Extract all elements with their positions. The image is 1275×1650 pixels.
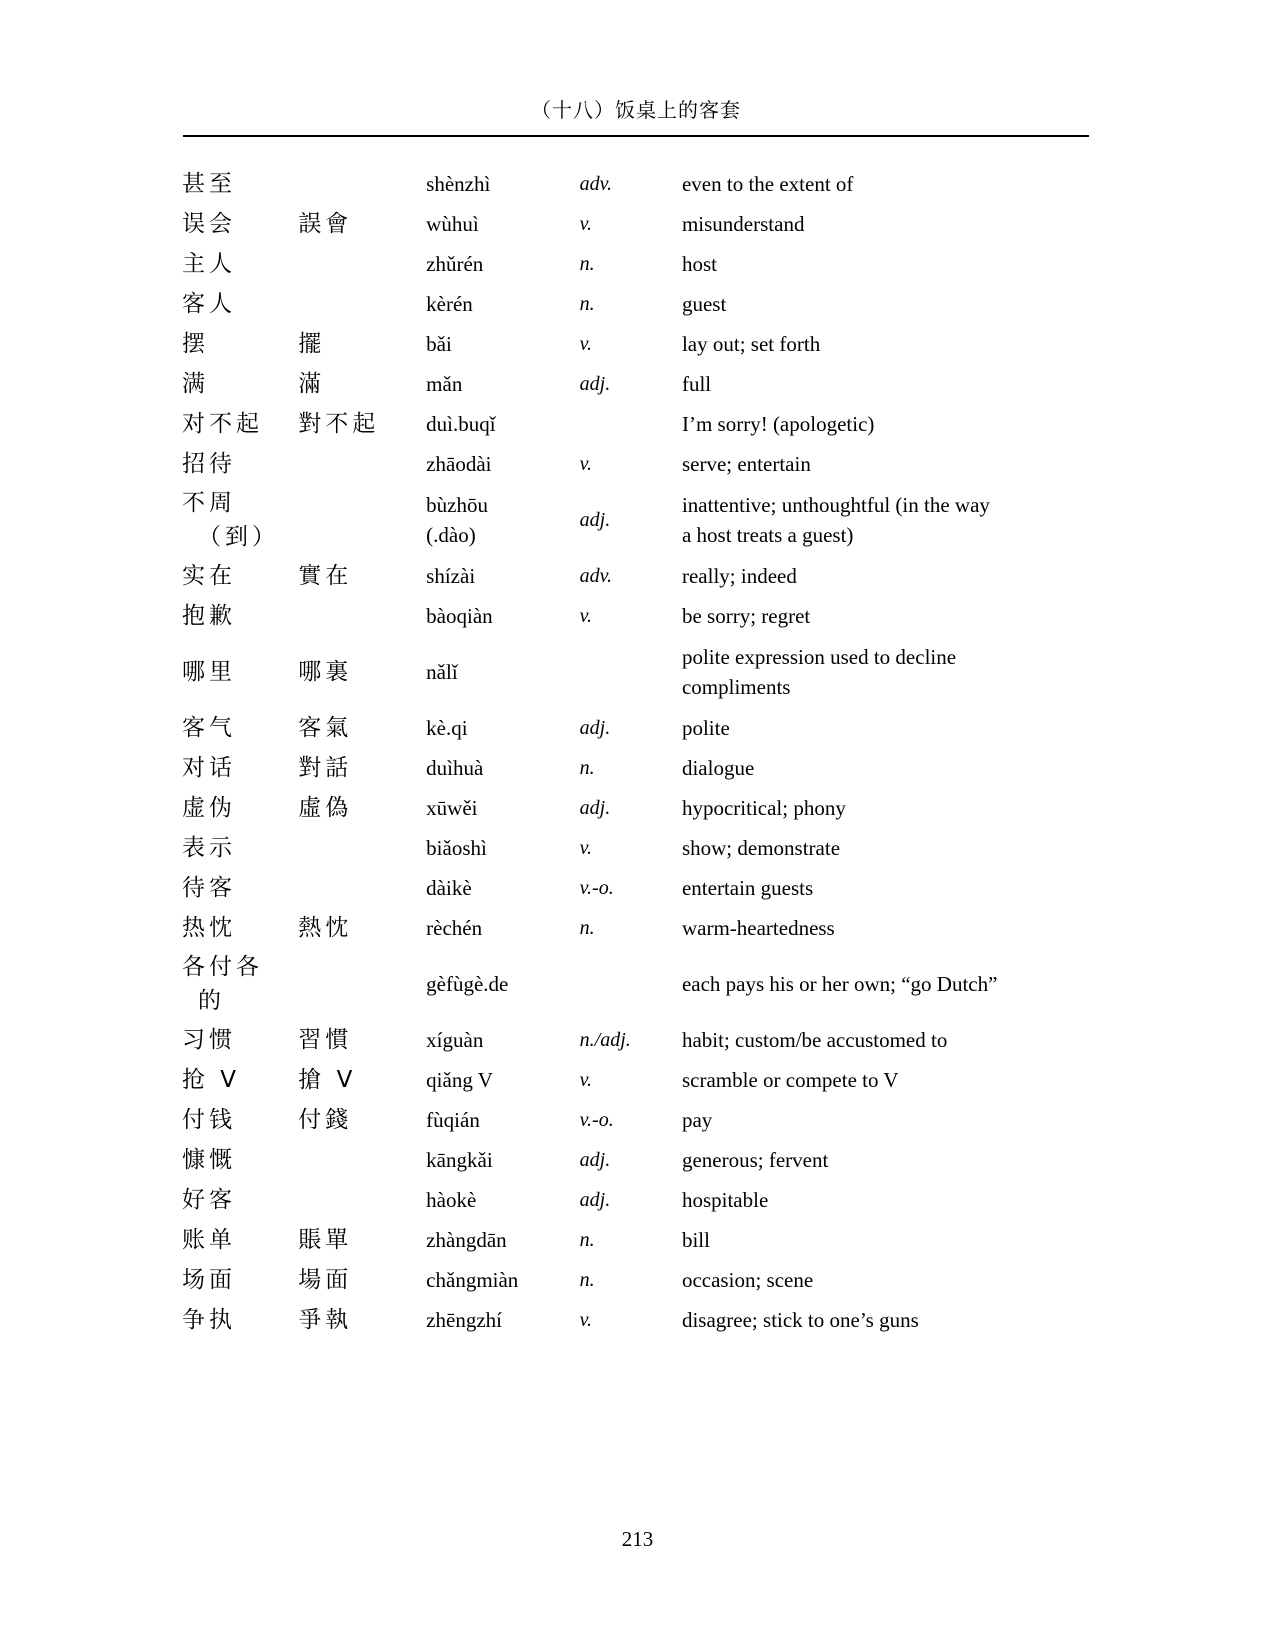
simplified-form — [182, 484, 298, 556]
traditional-form — [298, 948, 426, 1020]
pinyin: zhāodài — [426, 452, 492, 476]
english-definition: dialogue — [681, 756, 755, 780]
pinyin: shízài — [426, 564, 476, 588]
traditional-form: 滿 — [298, 371, 326, 397]
pinyin: kè.qi — [426, 716, 468, 740]
part-of-speech: n. — [579, 917, 595, 939]
traditional-form: 對不起 — [298, 411, 380, 437]
vocabulary-row — [182, 1020, 1182, 1060]
traditional-form — [298, 1140, 426, 1180]
traditional-form: 客氣 — [298, 715, 353, 741]
english-definition: generous; fervent — [681, 1148, 829, 1172]
page-number: 213 — [621, 1527, 654, 1551]
english-definition: bill — [681, 1228, 710, 1252]
pinyin: bàoqiàn — [426, 604, 493, 628]
pinyin: hàokè — [426, 1188, 477, 1212]
simplified-form: 对不起 — [182, 411, 263, 437]
simplified-form: 客人 — [182, 291, 236, 317]
pinyin: duìhuà — [426, 756, 484, 780]
english-definition-line2: compliments — [681, 675, 791, 699]
pinyin: xíguàn — [426, 1028, 484, 1052]
traditional-form: 哪裏 — [298, 659, 353, 685]
simplified-form: 对话 — [182, 755, 236, 781]
simplified-form-line2: 的 — [198, 988, 225, 1014]
part-of-speech: adj. — [579, 717, 611, 739]
simplified-form: 场面 — [182, 1267, 236, 1293]
traditional-form: 對話 — [298, 755, 353, 781]
part-of-speech: v. — [579, 1069, 593, 1091]
english-definition: polite — [681, 716, 730, 740]
vocabulary-row — [182, 1300, 1182, 1340]
english-definition: serve; entertain — [681, 452, 811, 476]
simplified-form: 摆 — [182, 331, 209, 357]
traditional-form: 搶 V — [298, 1067, 357, 1093]
simplified-form: 客气 — [182, 715, 236, 741]
english-definition: habit; custom/be accustomed to — [681, 1028, 948, 1052]
part-of-speech: adj. — [579, 797, 611, 819]
part-of-speech: v. — [579, 333, 593, 355]
simplified-form: 争执 — [182, 1307, 236, 1333]
part-of-speech — [580, 948, 682, 1020]
traditional-form: 實在 — [298, 563, 353, 589]
part-of-speech: v. — [579, 1309, 593, 1331]
simplified-form: 付钱 — [182, 1107, 236, 1133]
pinyin: rèchén — [426, 916, 483, 940]
simplified-form-line1: 各付各 — [182, 954, 263, 980]
part-of-speech: adj. — [579, 1149, 611, 1171]
vocabulary-row — [182, 244, 1182, 284]
simplified-form — [182, 948, 298, 1020]
part-of-speech: n. — [579, 757, 595, 779]
part-of-speech: v. — [579, 837, 593, 859]
english-definition: disagree; stick to one’s guns — [681, 1308, 919, 1332]
traditional-form: 擺 — [298, 331, 326, 357]
english-definition: misunderstand — [681, 212, 805, 236]
traditional-form — [298, 244, 426, 284]
traditional-form: 場面 — [298, 1267, 353, 1293]
part-of-speech: n. — [579, 293, 595, 315]
simplified-form: 好客 — [182, 1187, 236, 1213]
pinyin: kèrén — [426, 292, 473, 316]
simplified-form: 待客 — [182, 875, 236, 901]
simplified-form: 哪里 — [182, 659, 236, 685]
vocabulary-row — [182, 636, 1182, 708]
traditional-form: 虛偽 — [298, 795, 353, 821]
english-definition: scramble or compete to V — [681, 1068, 899, 1092]
vocabulary-row — [182, 596, 1182, 636]
part-of-speech — [580, 404, 682, 444]
part-of-speech: n. — [579, 1229, 595, 1251]
english-definition: hypocritical; phony — [681, 796, 846, 820]
vocabulary-row — [182, 1260, 1182, 1300]
pinyin: gèfùgè.de — [426, 972, 509, 996]
pinyin: duì.buqǐ — [426, 412, 496, 436]
pinyin: fùqián — [426, 1108, 480, 1132]
english-definition: full — [681, 372, 712, 396]
english-definition: I’m sorry! (apologetic) — [681, 412, 875, 436]
pinyin: kāngkǎi — [426, 1148, 493, 1172]
traditional-form — [298, 1180, 426, 1220]
vocabulary-row — [182, 828, 1182, 868]
english-definition: show; demonstrate — [681, 836, 841, 860]
simplified-form: 抱歉 — [182, 603, 236, 629]
english-definition: pay — [681, 1108, 713, 1132]
pinyin: bǎi — [426, 332, 452, 356]
simplified-form: 热忱 — [182, 915, 236, 941]
vocabulary-row — [182, 748, 1182, 788]
vocabulary-row — [182, 708, 1182, 748]
english-definition-line2: a host treats a guest) — [681, 523, 854, 547]
vocabulary-row — [182, 1180, 1182, 1220]
part-of-speech: v. — [579, 605, 593, 627]
pinyin-line2: (.dào) — [426, 523, 476, 547]
pinyin: mǎn — [426, 372, 463, 396]
simplified-form-line1: 不周 — [182, 490, 236, 516]
english-definition: guest — [681, 292, 727, 316]
part-of-speech: adj. — [579, 509, 611, 531]
traditional-form — [298, 444, 426, 484]
pinyin: zhēngzhí — [426, 1308, 502, 1332]
pinyin — [426, 484, 579, 556]
english-definition-line1: polite expression used to decline — [681, 645, 957, 669]
vocabulary-row — [182, 908, 1182, 948]
traditional-form — [298, 596, 426, 636]
simplified-form: 误会 — [182, 211, 236, 237]
english-definition — [682, 484, 1182, 556]
traditional-form: 誤會 — [298, 211, 353, 237]
vocabulary-row — [182, 164, 1182, 204]
vocabulary-row — [182, 1100, 1182, 1140]
vocabulary-row — [182, 868, 1182, 908]
traditional-form: 付錢 — [298, 1107, 353, 1133]
part-of-speech: adj. — [579, 1189, 611, 1211]
simplified-form: 主人 — [182, 251, 236, 277]
vocabulary-row — [182, 444, 1182, 484]
vocabulary-row — [182, 204, 1182, 244]
vocabulary-row — [182, 284, 1182, 324]
simplified-form: 虚伪 — [182, 795, 236, 821]
english-definition: host — [681, 252, 717, 276]
vocabulary-row — [182, 556, 1182, 596]
pinyin: dàikè — [426, 876, 472, 900]
vocabulary-row — [182, 948, 1182, 1020]
english-definition: lay out; set forth — [681, 332, 821, 356]
part-of-speech: adj. — [579, 373, 611, 395]
part-of-speech: v.-o. — [579, 1109, 614, 1131]
english-definition — [682, 636, 1182, 708]
traditional-form — [298, 284, 426, 324]
header-rule — [183, 135, 1089, 137]
vocabulary-row — [182, 324, 1182, 364]
simplified-form: 实在 — [182, 563, 236, 589]
english-definition: even to the extent of — [681, 172, 854, 196]
english-definition: occasion; scene — [681, 1268, 814, 1292]
traditional-form — [298, 484, 426, 556]
pinyin: nǎlǐ — [426, 660, 458, 684]
pinyin: chǎngmiàn — [426, 1268, 519, 1292]
english-definition: each pays his or her own; “go Dutch” — [681, 972, 998, 996]
running-head: （十八）饭桌上的客套 — [531, 98, 741, 122]
vocabulary-row — [182, 404, 1182, 444]
vocabulary-row — [182, 1140, 1182, 1180]
pinyin: wùhuì — [426, 212, 479, 236]
traditional-form — [298, 164, 426, 204]
traditional-form: 賬單 — [298, 1227, 353, 1253]
pinyin: shènzhì — [426, 172, 491, 196]
traditional-form — [298, 868, 426, 908]
pinyin: qiǎng V — [426, 1068, 493, 1092]
simplified-form: 满 — [182, 371, 209, 397]
part-of-speech: v. — [579, 453, 593, 475]
english-definition: entertain guests — [681, 876, 814, 900]
part-of-speech: adv. — [579, 565, 613, 587]
pinyin: biǎoshì — [426, 836, 487, 860]
pinyin: zhǔrén — [426, 252, 484, 276]
traditional-form: 習慣 — [298, 1027, 353, 1053]
english-definition: hospitable — [681, 1188, 769, 1212]
simplified-form: 账单 — [182, 1227, 236, 1253]
part-of-speech: n. — [579, 1269, 595, 1291]
traditional-form: 爭執 — [298, 1307, 353, 1333]
part-of-speech — [580, 636, 682, 708]
vocabulary-row — [182, 1220, 1182, 1260]
part-of-speech: v. — [579, 213, 593, 235]
part-of-speech: n. — [579, 253, 595, 275]
simplified-form-line2: （到） — [198, 524, 279, 550]
part-of-speech: n./adj. — [579, 1029, 631, 1051]
traditional-form — [298, 828, 426, 868]
english-definition: warm-heartedness — [681, 916, 835, 940]
part-of-speech: adv. — [579, 173, 613, 195]
traditional-form: 熱忱 — [298, 915, 353, 941]
english-definition: be sorry; regret — [681, 604, 811, 628]
english-definition: really; indeed — [681, 564, 797, 588]
simplified-form: 招待 — [182, 451, 236, 477]
vocabulary-row — [182, 484, 1182, 556]
simplified-form: 表示 — [182, 835, 236, 861]
english-definition-line1: inattentive; unthoughtful (in the way — [681, 493, 990, 517]
pinyin-line1: bùzhōu — [426, 493, 488, 517]
vocabulary-row — [182, 1060, 1182, 1100]
simplified-form: 慷慨 — [182, 1147, 236, 1173]
pinyin: zhàngdān — [426, 1228, 507, 1252]
vocabulary-row — [182, 788, 1182, 828]
vocabulary-table — [182, 164, 1182, 1340]
vocabulary-row — [182, 364, 1182, 404]
pinyin: xūwěi — [426, 796, 478, 820]
simplified-form: 甚至 — [182, 171, 236, 197]
part-of-speech: v.-o. — [579, 877, 614, 899]
simplified-form: 抢 V — [182, 1067, 241, 1093]
simplified-form: 习惯 — [182, 1027, 236, 1053]
